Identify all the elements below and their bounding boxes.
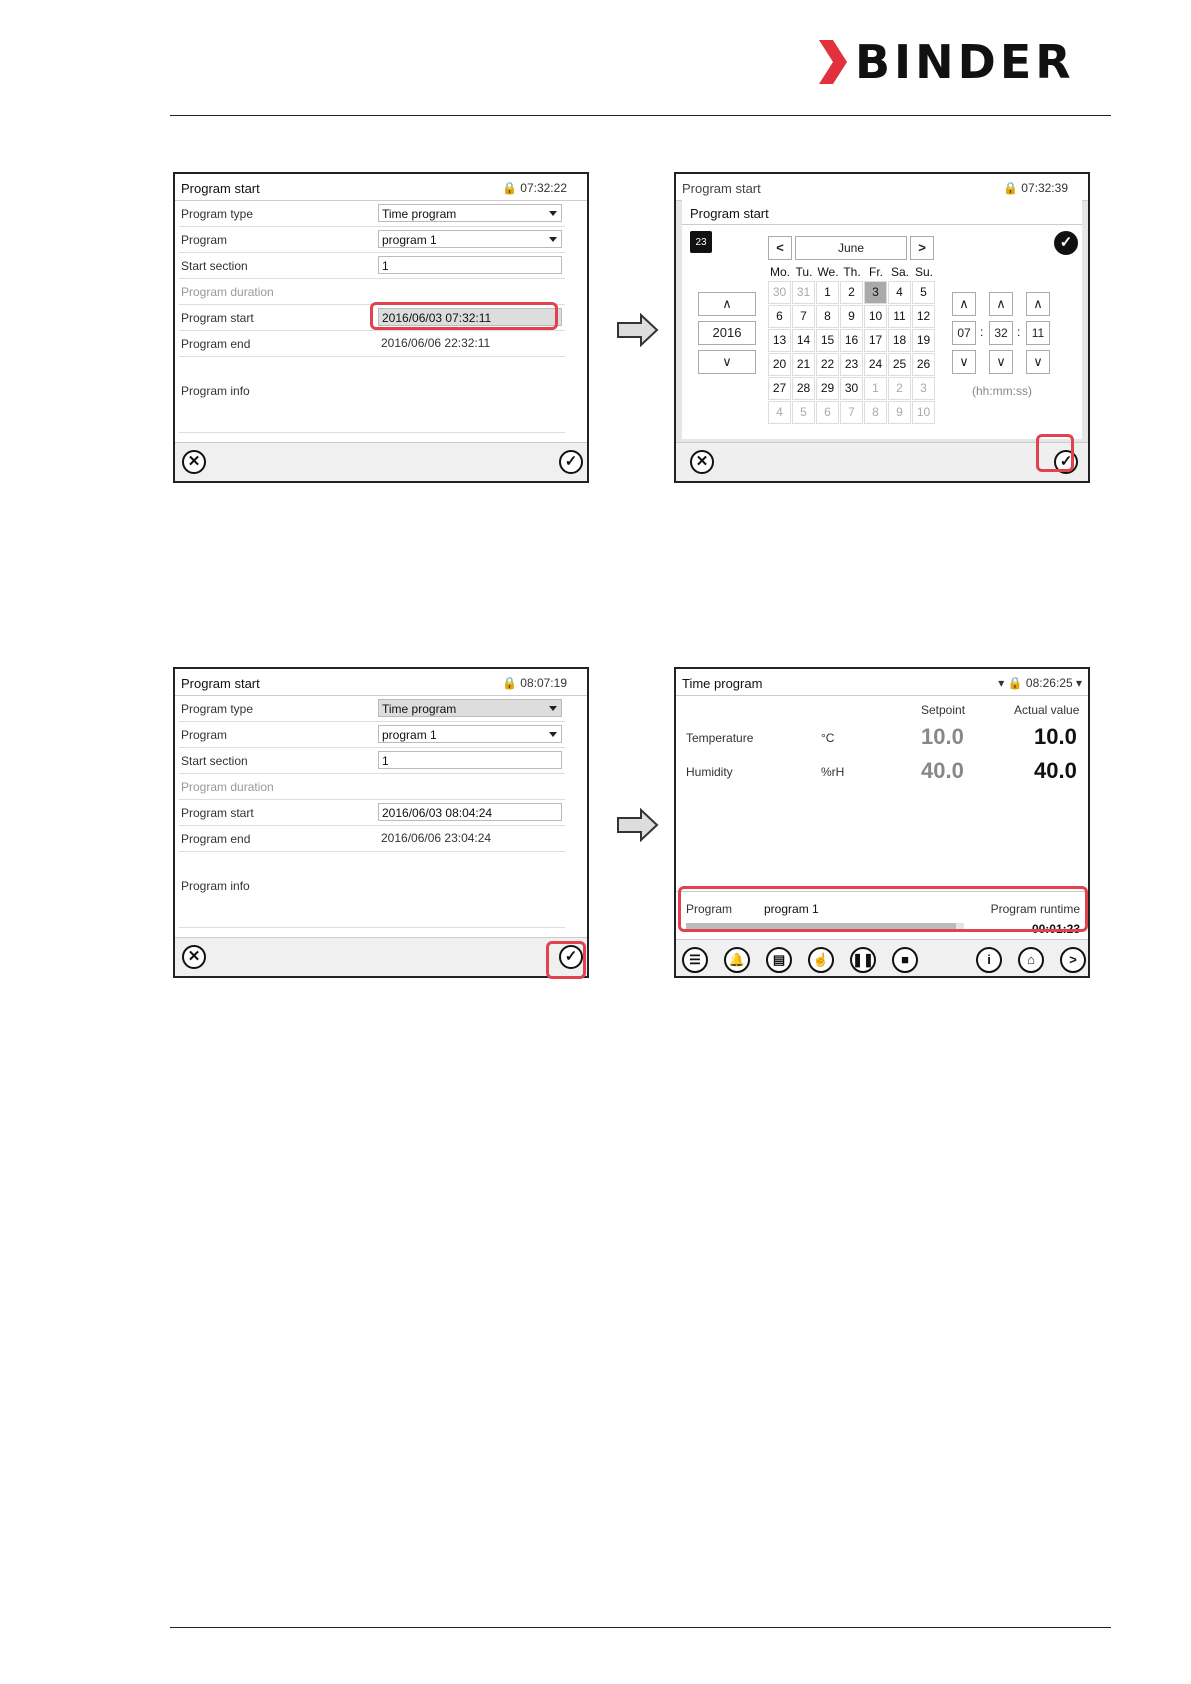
cancel-icon[interactable]: ✕ — [690, 450, 714, 474]
weekday-header: Mo. — [769, 265, 790, 279]
row-program-duration: Program duration — [179, 280, 565, 305]
screen-program-start-2 — [173, 667, 589, 978]
humidity-setpoint[interactable]: 40.0 — [921, 758, 964, 783]
program-label: Program — [686, 902, 733, 916]
home-icon[interactable]: ⌂ — [1018, 947, 1044, 973]
title-bar — [175, 174, 587, 201]
weekday-header: We. — [817, 265, 839, 279]
calendar-day[interactable]: 19 — [912, 329, 935, 352]
confirm-icon[interactable]: ✓ — [559, 945, 583, 969]
calendar-day[interactable]: 10 — [912, 401, 935, 424]
weekday-header: Th. — [843, 265, 861, 279]
icon-toolbar — [676, 939, 1088, 976]
flow-arrow-icon — [617, 808, 659, 842]
calendar-day[interactable]: 9 — [888, 401, 911, 424]
chevron-down-icon — [549, 211, 557, 216]
weekday-header: Su. — [914, 265, 933, 279]
calendar-day[interactable]: 20 — [768, 353, 791, 376]
second-down-button[interactable]: ∨ — [1026, 350, 1050, 374]
calendar-day[interactable]: 22 — [816, 353, 839, 376]
menu-icon[interactable]: ☰ — [682, 947, 708, 973]
header-rule — [170, 115, 1111, 116]
setpoint-header: Setpoint — [921, 703, 966, 717]
binder-logo — [819, 35, 1075, 89]
dialog-title: Program start — [690, 206, 769, 221]
calendar-day[interactable]: 16 — [840, 329, 863, 352]
dialog-header — [682, 200, 1082, 225]
month-field[interactable]: June — [795, 236, 907, 260]
temperature-unit: °C — [821, 731, 835, 745]
program-type-select[interactable]: Time program — [378, 699, 562, 717]
time-format-hint: (hh:mm:ss) — [972, 384, 1032, 398]
calendar-day[interactable]: 18 — [888, 329, 911, 352]
humidity-label: Humidity — [686, 765, 733, 779]
prev-month-button[interactable]: < — [768, 236, 792, 260]
highlight-program-status — [678, 886, 1088, 932]
screen-title: Program start — [181, 676, 260, 691]
alarm-bell-icon[interactable]: 🔔 — [724, 947, 750, 973]
row-program[interactable]: Program program 1 — [179, 228, 565, 253]
stop-icon[interactable]: ■ — [892, 947, 918, 973]
cancel-icon[interactable]: ✕ — [182, 945, 206, 969]
program-type-select[interactable]: Time program — [378, 204, 562, 222]
minute-up-button[interactable]: ∧ — [989, 292, 1013, 316]
calendar-day[interactable]: 28 — [792, 377, 815, 400]
temperature-setpoint[interactable]: 10.0 — [921, 724, 964, 749]
footer-bar — [676, 442, 1088, 481]
row-program-info: Program info — [179, 855, 565, 928]
temperature-label: Temperature — [686, 731, 754, 745]
calendar-day[interactable]: 10 — [864, 305, 887, 328]
screen-title: Program start — [181, 181, 260, 196]
time-separator: : — [1017, 325, 1021, 339]
calendar-day[interactable]: 3 — [864, 281, 887, 304]
time-separator: : — [980, 325, 984, 339]
calendar-icon: 23 — [690, 231, 712, 253]
calendar-grid — [768, 263, 938, 433]
actual-value-header: Actual value — [1014, 703, 1080, 717]
calendar-day[interactable]: 2 — [840, 281, 863, 304]
calendar-day[interactable]: 6 — [768, 305, 791, 328]
calendar-day[interactable]: 8 — [816, 305, 839, 328]
clock: 🔒 07:32:22 — [502, 181, 567, 195]
calendar-day[interactable]: 2 — [888, 377, 911, 400]
row-start-section[interactable]: Start section 1 — [179, 749, 565, 774]
calendar-day[interactable]: 8 — [864, 401, 887, 424]
row-program-duration: Program duration — [179, 775, 565, 800]
chevron-down-icon — [549, 706, 557, 711]
program-end-value: 2016/06/06 23:04:24 — [378, 829, 562, 847]
calendar-day[interactable]: 26 — [912, 353, 935, 376]
program-runtime-label: Program runtime — [990, 902, 1080, 916]
minute-down-button[interactable]: ∨ — [989, 350, 1013, 374]
program-runtime: 00:01:23 — [1031, 922, 1080, 936]
clock[interactable]: ▾ 🔒 08:26:25 ▾ — [998, 676, 1082, 690]
calendar-day[interactable]: 4 — [888, 281, 911, 304]
title-bar — [676, 669, 1088, 696]
program-name: program 1 — [764, 902, 819, 916]
clock: 🔒 08:07:19 — [502, 676, 567, 690]
calendar-day[interactable]: 6 — [816, 401, 839, 424]
manual-hand-icon[interactable]: ☝ — [808, 947, 834, 973]
calendar-day[interactable]: 3 — [912, 377, 935, 400]
row-program-type[interactable]: Program type Time program — [179, 202, 565, 227]
calendar-panel — [682, 225, 1082, 439]
calendar-day[interactable]: 21 — [792, 353, 815, 376]
binder-logo-text: BINDER — [855, 35, 1075, 89]
calendar-day[interactable]: 5 — [792, 401, 815, 424]
hour-up-button[interactable]: ∧ — [952, 292, 976, 316]
clock: 🔒 07:32:39 — [1003, 181, 1068, 195]
second-field[interactable]: 11 — [1026, 321, 1050, 345]
calendar-day[interactable]: 25 — [888, 353, 911, 376]
humidity-actual: 40.0 — [1034, 758, 1077, 783]
calendar-day[interactable]: 17 — [864, 329, 887, 352]
calendar-day[interactable]: 7 — [792, 305, 815, 328]
minute-field[interactable]: 32 — [989, 321, 1013, 345]
row-program-start[interactable]: Program start 2016/06/03 08:04:24 — [179, 801, 565, 826]
next-arrow-icon[interactable]: > — [1060, 947, 1086, 973]
row-start-section[interactable]: Start section 1 — [179, 254, 565, 279]
notes-icon[interactable]: ▤ — [766, 947, 792, 973]
confirm-icon[interactable]: ✓ — [1054, 450, 1078, 474]
calendar-day[interactable]: 1 — [864, 377, 887, 400]
calendar-day[interactable]: 9 — [840, 305, 863, 328]
hour-field[interactable]: 07 — [952, 321, 976, 345]
calendar-day[interactable]: 5 — [912, 281, 935, 304]
humidity-unit: %rH — [821, 765, 845, 779]
calendar-day[interactable]: 27 — [768, 377, 791, 400]
screen-title: Time program — [682, 676, 763, 691]
screen-program-start-calendar — [674, 172, 1090, 483]
second-up-button[interactable]: ∧ — [1026, 292, 1050, 316]
title-bar — [175, 669, 587, 696]
highlight-confirm — [1036, 434, 1074, 472]
program-select[interactable]: program 1 — [378, 725, 562, 743]
confirm-icon[interactable]: ✓ — [559, 450, 583, 474]
info-icon[interactable]: i — [976, 947, 1002, 973]
start-section-input[interactable]: 1 — [378, 256, 562, 274]
row-program-end: Program end 2016/06/06 22:32:11 — [179, 332, 565, 357]
program-start-field[interactable]: 2016/06/03 08:04:24 — [378, 803, 562, 821]
row-program-start[interactable]: Program start 2016/06/03 07:32:11 — [179, 306, 565, 331]
weekday-header: Fr. — [869, 265, 883, 279]
calendar-day[interactable]: 1 — [816, 281, 839, 304]
row-program-type[interactable]: Program type Time program — [179, 697, 565, 722]
program-select[interactable]: program 1 — [378, 230, 562, 248]
hour-down-button[interactable]: ∨ — [952, 350, 976, 374]
highlight-confirm — [546, 941, 586, 979]
flow-arrow-icon — [617, 313, 659, 347]
row-program-info: Program info — [179, 360, 565, 433]
chevron-down-icon — [549, 732, 557, 737]
calendar-day[interactable]: 24 — [864, 353, 887, 376]
binder-logo-mark — [819, 40, 849, 84]
year-down-button[interactable]: ∨ — [698, 350, 756, 374]
temperature-actual: 10.0 — [1034, 724, 1077, 749]
program-start-field[interactable]: 2016/06/03 07:32:11 — [378, 308, 562, 326]
start-section-input[interactable]: 1 — [378, 751, 562, 769]
pause-icon[interactable]: ❚❚ — [850, 947, 876, 973]
clock-icon: ✓ — [1054, 231, 1078, 255]
calendar-day[interactable]: 11 — [888, 305, 911, 328]
calendar-day[interactable]: 12 — [912, 305, 935, 328]
highlight-program-start — [370, 302, 558, 330]
calendar-day[interactable]: 7 — [840, 401, 863, 424]
next-month-button[interactable]: > — [910, 236, 934, 260]
weekday-header: Sa. — [890, 265, 909, 279]
row-program-end: Program end 2016/06/06 23:04:24 — [179, 827, 565, 852]
cancel-icon[interactable]: ✕ — [182, 450, 206, 474]
footer-rule — [170, 1627, 1111, 1628]
calendar-day[interactable]: 14 — [792, 329, 815, 352]
year-field[interactable]: 2016 — [698, 321, 756, 345]
program-end-value: 2016/06/06 22:32:11 — [378, 334, 562, 352]
calendar-day[interactable]: 30 — [768, 281, 791, 304]
chevron-down-icon — [549, 237, 557, 242]
calendar-day[interactable]: 31 — [792, 281, 815, 304]
calendar-day[interactable]: 4 — [768, 401, 791, 424]
calendar-day[interactable]: 23 — [840, 353, 863, 376]
footer-bar — [175, 442, 587, 481]
calendar-day[interactable]: 13 — [768, 329, 791, 352]
calendar-day[interactable]: 15 — [816, 329, 839, 352]
year-up-button[interactable]: ∧ — [698, 292, 756, 316]
weekday-header: Tu. — [795, 265, 813, 279]
title-bar — [676, 174, 1088, 201]
screen-title: Program start — [682, 181, 761, 196]
calendar-day[interactable]: 29 — [816, 377, 839, 400]
calendar-day[interactable]: 30 — [840, 377, 863, 400]
footer-bar — [175, 937, 587, 976]
row-program[interactable]: Program program 1 — [179, 723, 565, 748]
